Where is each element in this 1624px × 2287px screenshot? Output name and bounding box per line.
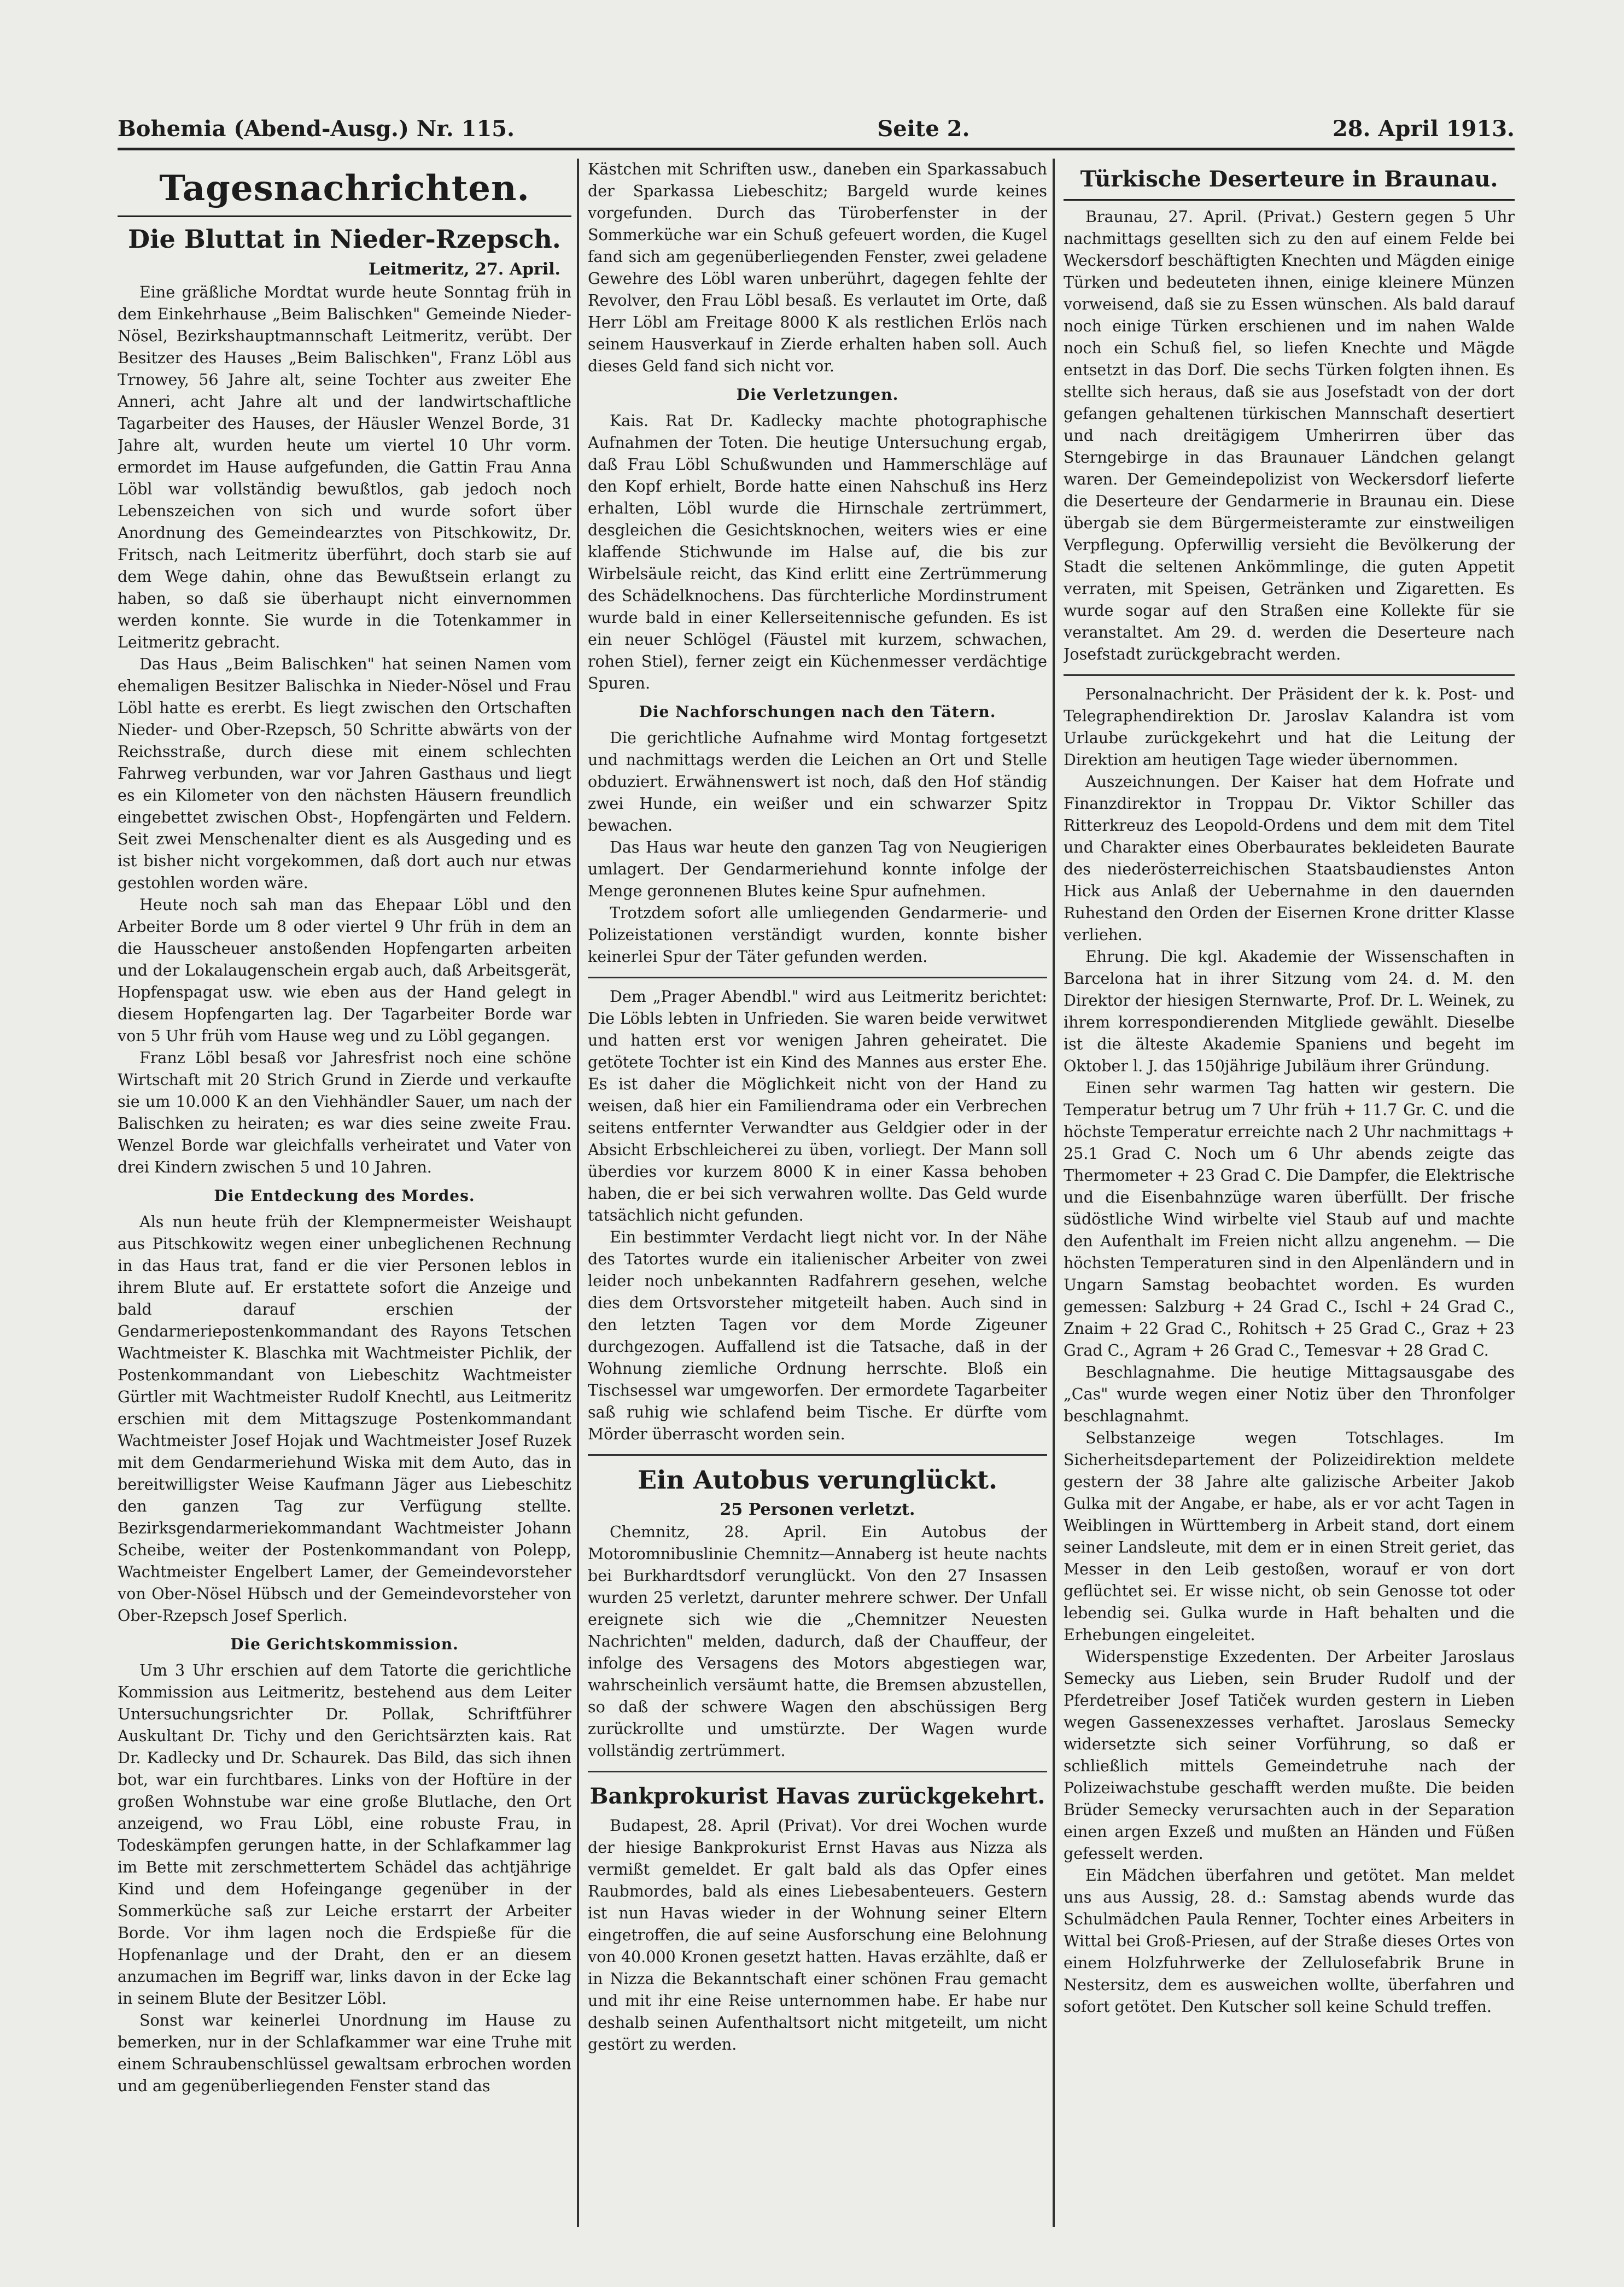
paragraph: Heute noch sah man das Ehepaar Löbl und den Arbeiter Borde um 8 oder viertel 9 Uhr früh in dem an die Hausscheuer anstoßenden Hopfengarten arbeiten und der Lokalaugenschein ergab auch, daß Arbeitsgerät, Hopfenspagat usw. wie eben aus der Hand gelegt in diesem Hopfengarten lag. Der Tagarbeiter Borde war von 5 Uhr früh vom Hause weg und zu Löbl gegangen. bbox=[118, 896, 571, 1045]
paragraph: Budapest, 28. April (Privat). Vor drei Wochen wurde der hiesige Bankprokurist Ernst Havas aus Nizza als vermißt gemeldet. Er galt bald als das Opfer eines Raubmordes, bald als eines Liebesabenteuers. Gestern ist nun Havas wieder in der Wohnung seiner Eltern eingetroffen, die auf seine Ausforschung eine Belohnung von 40.000 Kronen gesetzt hatten. Havas erzählte, daß er in Nizza die Bekanntschaft einer schönen Frau gemacht und mit ihr eine Reise unternommen habe. Er habe nur deshalb seinen Aufenthaltsort nicht mitgeteilt, um nicht gestört zu werden. bbox=[588, 1817, 1047, 2053]
subsection-heading: Die Entdeckung des Mordes. bbox=[214, 1187, 475, 1205]
paragraph: Dem „Prager Abendbl." wird aus Leitmeritz berichtet: Die Löbls lebten in Unfrieden. Sie waren beide verwitwet und hatten erst vor wenigen Jahren geheiratet. Die getötete Tochter ist ein Kind des Mannes aus erster Ehe. Es ist daher die Möglichkeit nicht von der Hand zu weisen, daß hier ein Familiendrama oder ein Verbrechen seitens entfernter Verwandter aus Geldgier oder in der Absicht Erbschleicherei zu üben, vorliegt. Der Mann soll überdies vor kurzem 8000 K in einer Kassa behoben haben, die er bei sich verwahren wollte. Das Geld wurde tatsächlich nicht gefunden. bbox=[588, 988, 1047, 1224]
divider bbox=[1064, 199, 1515, 201]
paragraph: Ein Mädchen überfahren und getötet. Man meldet uns aus Aussig, 28. d.: Samstag abends wurde das Schulmädchen Paula Renner, Tochter eines Arbeiters in Wittal bei Groß-Priesen, auf der Straße dieses Ortes von einem Holzfuhrwerke der Zellulosefabrik Brune in Nestersitz, dem es ausweichen wollte, überfahren und sofort getötet. Den Kutscher soll keine Schuld treffen. bbox=[1064, 1866, 1515, 2016]
masthead-page-number: Seite 2. bbox=[877, 115, 970, 142]
column-rule bbox=[1053, 159, 1055, 2227]
paragraph: Widerspenstige Exzedenten. Der Arbeiter Jaroslaus Semecky aus Lieben, sein Bruder Rudolf und der Pferdetreiber Josef Tatiček wurden gestern in Lieben wegen Gassenexzesses verhaftet. Jaroslaus Semecky widersetzte sich seiner Vorführung, so daß er schließlich mittels Gemeindetruhe nach der Polizeiwachstube geschafft werden mußte. Die beiden Brüder Semecky verursachten auch in der Separation einen argen Exzeß und mußten an Händen und Füßen gefesselt werden. bbox=[1064, 1648, 1515, 1863]
divider bbox=[588, 977, 1047, 978]
paragraph: Personalnachricht. Der Präsident der k. k. Post- und Telegraphendirektion Dr. Jaroslav Kalandra ist vom Urlaube zurückgekehrt und hat die Leitung der Direktion am heutigen Tage wieder übernommen. bbox=[1064, 685, 1515, 769]
divider bbox=[118, 215, 571, 217]
paragraph: Sonst war keinerlei Unordnung im Hause zu bemerken, nur in der Schlafkammer war eine Truhe mit einem Schraubenschlüssel gewaltsam erbrochen worden und am gegenüberliegenden Fenster stand das bbox=[118, 2011, 571, 2095]
article-headline: Ein Autobus verunglückt. bbox=[638, 1465, 997, 1495]
divider bbox=[588, 1771, 1047, 1772]
paragraph: Beschlagnahme. Die heutige Mittagsausgabe des „Cas" wurde wegen einer Notiz über den Thronfolger beschlagnahmt. bbox=[1064, 1363, 1515, 1425]
article-subheadline: 25 Personen verletzt. bbox=[720, 1500, 915, 1519]
section-title: Tagesnachrichten. bbox=[159, 168, 530, 209]
article-headline: Die Bluttat in Nieder-Rzepsch. bbox=[128, 224, 561, 254]
paragraph: Einen sehr warmen Tag hatten wir gestern. Die Temperatur betrug um 7 Uhr früh + 11.7 Gr. C. und die höchste Temperatur erreichte nach 2 Uhr nachmittags + 25.1 Grad C. Noch um 6 Uhr abends zeigte das Thermometer + 23 Grad C. Die Dampfer, die Elektrische und die Eisenbahnzüge waren überfüllt. Der frische südöstliche Wind wirbelte viel Staub auf und machte den Aufenthalt im Freien nicht allzu angenehm. — Die höchsten Temperaturen sind in den Alpenländern und in Ungarn Samstag beobachtet worden. Es wurden gemessen: Salzburg + 24 Grad C., Ischl + 24 Grad C., Znaim + 22 Grad C., Rohitsch + 25 Grad C., Graz + 23 Grad C., Agram + 26 Grad C., Temesvar + 28 Grad C. bbox=[1064, 1079, 1515, 1360]
divider bbox=[1064, 674, 1515, 676]
subsection-heading: Die Gerichtskommission. bbox=[230, 1635, 459, 1653]
paragraph: Um 3 Uhr erschien auf dem Tatorte die gerichtliche Kommission aus Leitmeritz, bestehend aus dem Leiter Untersuchungsrichter Dr. Pollak, Schriftführer Auskultant Dr. Tichy und den Gerichtsärzten kais. Rat Dr. Kadlecky und Dr. Schaurek. Das Bild, das sich ihnen bot, war ein furchtbares. Links von der Hoftüre in der großen Wohnstube war eine große Blutlache, den Ort anzeigend, wo Frau Löbl, eine robuste Frau, in Todeskämpfen gerungen hatte, in der Schlafkammer lag im Bette mit zerschmettertem Schädel das achtjährige Kind und dem Hofeingange gegenüber in der Sommerküche saß zur Leiche erstarrt der Arbeiter Borde. Vor ihm lagen noch die Erdspieße für die Hopfenanlage und der Draht, den er an diesem anzumachen im Begriff war, links davon in der Ecke lag in seinem Blute der Besitzer Löbl. bbox=[118, 1661, 571, 2008]
masthead-issue: Bohemia (Abend-Ausg.) Nr. 115. bbox=[118, 115, 515, 142]
paragraph: Das Haus war heute den ganzen Tag von Neugierigen umlagert. Der Gendarmeriehund konnte infolge der Menge geronnenen Blutes keine Spur aufnehmen. bbox=[588, 838, 1047, 900]
column-1 bbox=[118, 159, 571, 2227]
subsection-heading: Die Nachforschungen nach den Tätern. bbox=[639, 703, 996, 721]
divider bbox=[588, 1454, 1047, 1456]
paragraph: Die gerichtliche Aufnahme wird Montag fortgesetzt und nachmittags werden die Leichen an Ort und Stelle obduziert. Erwähnenswert ist noch, daß den Hof ständig zwei Hunde, ein weißer und ein schwarzer Spitz bewachen. bbox=[588, 729, 1047, 835]
masthead-date: 28. April 1913. bbox=[1332, 115, 1515, 142]
paragraph: Als nun heute früh der Klempnermeister Weishaupt aus Pitschkowitz wegen einer unbeglichenen Rechnung in das Haus trat, fand er die vier Personen leblos in ihrem Blute auf. Er erstattete sofort die Anzeige und bald darauf erschien der Gendarmeriepostenkommandant des Rayons Tetschen Wachtmeister K. Blaschka mit Wachtmeister Pichlik, der Postenkommandant von Liebeschitz Wachtmeister Gürtler mit Wachtmeister Rudolf Knechtl, aus Leitmeritz erschien mit dem Mittagszuge Postenkommandant Wachtmeister Josef Hojak und Wachtmeister Josef Ruzek mit dem Gendarmeriehund Wiska mit dem Auto, das in bereitwilligster Weise Kaufmann Jäger aus Liebeschitz den ganzen Tag zur Verfügung stellte. Bezirksgendarmeriekommandant Wachtmeister Johann Scheibe, weiter der Postenkommandant von Polepp, Wachtmeister Engelbert Lamer, der Gemeindevorsteher von Ober-Nösel Hübsch und der Gemeindevorsteher von Ober-Rzepsch Josef Sperlich. bbox=[118, 1213, 571, 1625]
column-3 bbox=[1064, 159, 1515, 2227]
paragraph: Auszeichnungen. Der Kaiser hat dem Hofrate und Finanzdirektor in Troppau Dr. Viktor Schiller das Ritterkreuz des Leopold-Ordens und dem mit dem Titel und Charakter eines Oberbaurates bekleideten Baurate des niederösterreichischen Staatsbaudienstes Anton Hick aus Anlaß der Uebernahme in den dauernden Ruhestand den Orden der Eisernen Krone dritter Klasse verliehen. bbox=[1064, 773, 1515, 944]
article-headline: Bankprokurist Havas zurückgekehrt. bbox=[589, 1783, 1045, 1809]
paragraph: Kästchen mit Schriften usw., daneben ein Sparkassabuch der Sparkassa Liebeschitz; Bargeld wurde keines vorgefunden. Durch das Türoberfenster in der Sommerküche war ein Schuß gefeuert worden, die Kugel fand sich am gegenüberliegenden Fenster, zwei geladene Gewehre des Löbl waren unberührt, dagegen fehlte der Revolver, den Frau Löbl besaß. Es verlautet im Orte, daß Herr Löbl am Freitage 8000 K als restlichen Erlös nach seinem Hausverkauf in Zierde erhalten haben soll. Auch dieses Geld fand sich nicht vor. bbox=[588, 160, 1047, 375]
subsection-heading: Die Verletzungen. bbox=[736, 386, 899, 404]
paragraph: Kais. Rat Dr. Kadlecky machte photographische Aufnahmen der Toten. Die heutige Untersuchung ergab, daß Frau Löbl Schußwunden und Hammerschläge auf den Kopf erhielt, Borde hatte einen Nahschuß ins Herz erhalten, Löbl wurde die Hirnschale zertrümmert, desgleichen die Gesichtsknochen, weiters wies er eine klaffende Stichwunde im Halse auf, die bis zur Wirbelsäule reicht, das Kind erlitt eine Zertrümmerung des Schädelknochens. Das fürchterliche Mordinstrument wurde bald in einer Kellerseitennische gefunden. Es ist ein neuer Schlögel (Fäustel mit kurzem, schwachen, rohen Stiel), ferner zeigt ein Küchenmesser verdächtige Spuren. bbox=[588, 412, 1047, 692]
paragraph: Braunau, 27. April. (Privat.) Gestern gegen 5 Uhr nachmittags gesellten sich zu den auf einem Felde bei Weckersdorf beschäftigten Knechten und Mägden einige Türken und bedeuteten ihnen, einige kleinere Münzen vorweisend, daß sie zu Essen wünschen. Als bald darauf noch einige Türken erschienen und im nahen Walde noch ein Schuß fiel, so liefen Knechte und Mägde entsetzt in das Dorf. Die sechs Türken folgten ihnen. Es stellte sich heraus, daß sie aus Josefstadt von der dort gefangen gehaltenen türkischen Mannschaft desertiert und nach dreitägigem Umherirren über das Sterngebirge in das Braunauer Ländchen gelangt waren. Der Gemeindepolizist von Weckersdorf lieferte die Deserteure der Gendarmerie in Braunau ein. Diese übergab sie dem Bürgermeisteramte zur einstweiligen Verpflegung. Opferwillig versieht die Bevölkerung der Stadt die seltenen Ankömmlinge, die guten Appetit verraten, mit Speisen, Getränken und Zigaretten. Es wurde sogar auf den Straßen eine Kollekte für sie veranstaltet. Am 29. d. werden die Deserteure nach Josefstadt zurückgebracht werden. bbox=[1064, 208, 1515, 663]
paragraph: Selbstanzeige wegen Totschlages. Im Sicherheitsdepartement der Polizeidirektion meldete gestern der 38 Jahre alte galizische Arbeiter Jakob Gulka mit der Angabe, er habe, als er vor acht Tagen in Weiblingen in Württemberg in Arbeit stand, dort einem seiner Landsleute, mit dem er in einen Streit geriet, das Messer in den Leib gestoßen, worauf er von dort geflüchtet sei. Er wisse nicht, ob sein Genosse tot oder lebendig sei. Gulka wurde in Haft behalten und die Erhebungen eingeleitet. bbox=[1064, 1429, 1515, 1644]
masthead bbox=[118, 109, 1515, 150]
paragraph: Das Haus „Beim Balischken" hat seinen Namen vom ehemaligen Besitzer Balischka in Nieder-Nösel und Frau Löbl hatte es ererbt. Es liegt zwischen den Ortschaften Nieder- und Ober-Rzepsch, 50 Schritte abwärts von der Reichsstraße, durch diese mit einem schlechten Fahrweg verbunden, war vor Jahren Gasthaus und liegt es ein Kilometer von den nächsten Häusern freundlich eingebettet zwischen Obst-, Hopfengärten und Feldern. Seit zwei Menschenalter dient es als Ausgeding und es ist bisher nicht vorgekommen, daß dort auch nur etwas gestohlen worden wäre. bbox=[118, 655, 571, 892]
paragraph: Chemnitz, 28. April. Ein Autobus der Motoromnibuslinie Chemnitz—Annaberg ist heute nachts bei Burkhardtsdorf verunglückt. Von den 27 Insassen wurden 25 verletzt, darunter mehrere schwer. Der Unfall ereignete sich wie die „Chemnitzer Neuesten Nachrichten" melden, dadurch, daß der Chauffeur, der infolge des Versagens des Motors abgestiegen war, wahrscheinlich versäumt hatte, die Bremsen abzustellen, so daß der schwere Wagen den abschüssigen Berg zurückrollte und umstürzte. Der Wagen wurde vollständig zertrümmert. bbox=[588, 1523, 1047, 1760]
paragraph: Franz Löbl besaß vor Jahresfrist noch eine schöne Wirtschaft mit 20 Strich Grund in Zierde und verkaufte sie um 10.000 K an den Viehhändler Sauer, um nach der Balischken zu heiraten; es war dies seine zweite Frau. Wenzel Borde war gleichfalls verheiratet und Vater von drei Kindern zwischen 5 und 10 Jahren. bbox=[118, 1049, 571, 1176]
column-2 bbox=[588, 159, 1047, 2227]
dateline: Leitmeritz, 27. April. bbox=[368, 260, 560, 279]
paragraph: Ein bestimmter Verdacht liegt nicht vor. In der Nähe des Tatortes wurde ein italienischer Arbeiter von zwei leider noch unbekannten Radfahrern gesehen, welche dies dem Ortsvorsteher mitgeteilt haben. Auch sind in den letzten Tagen vor dem Morde Zigeuner durchgezogen. Auffallend ist die Tatsache, daß in der Wohnung ziemliche Ordnung herrschte. Bloß ein Tischsessel war umgeworfen. Der ermordete Tagarbeiter saß ruhig wie schlafend beim Tische. Er dürfte vom Mörder überrascht worden sein. bbox=[588, 1228, 1047, 1443]
column-rule bbox=[577, 159, 579, 2227]
paragraph: Trotzdem sofort alle umliegenden Gendarmerie- und Polizeistationen verständigt wurden, konnte bisher keinerlei Spur der Täter gefunden werden. bbox=[588, 904, 1047, 966]
article-headline: Türkische Deserteure in Braunau. bbox=[1080, 166, 1498, 192]
paragraph: Ehrung. Die kgl. Akademie der Wissenschaften in Barcelona hat in ihrer Sitzung vom 24. d. M. den Direktor der hiesigen Sternwarte, Prof. Dr. L. Weinek, zu ihrem korrespondierenden Mitgliede gewählt. Dieselbe ist die älteste Akademie Spaniens und begeht im Oktober l. J. das 150jährige Jubiläum ihrer Gründung. bbox=[1064, 948, 1515, 1075]
paragraph: Eine gräßliche Mordtat wurde heute Sonntag früh in dem Einkehrhause „Beim Balischken" Gemeinde Nieder-Nösel, Bezirkshauptmannschaft Leitmeritz, verübt. Der Besitzer des Hauses „Beim Balischken", Franz Löbl aus Trnowey, 56 Jahre alt, seine Tochter aus zweiter Ehe Anneri, acht Jahre alt und der landwirtschaftliche Tagarbeiter des Hauses, der Häusler Wenzel Borde, 31 Jahre alt, wurden heute um viertel 10 Uhr vorm. ermordet im Hause aufgefunden, die Gattin Frau Anna Löbl war vollständig bewußtlos, gab jedoch noch Lebenszeichen von sich und wurde sofort über Anordnung des Gemeindearztes von Pitschkowitz, Dr. Fritsch, nach Leitmeritz überführt, doch starb sie auf dem Wege dahin, ohne das Bewußtsein erlangt zu haben, so daß sie überhaupt nicht einvernommen werden konnte. Sie wurde in die Totenkammer in Leitmeritz gebracht. bbox=[118, 283, 571, 651]
